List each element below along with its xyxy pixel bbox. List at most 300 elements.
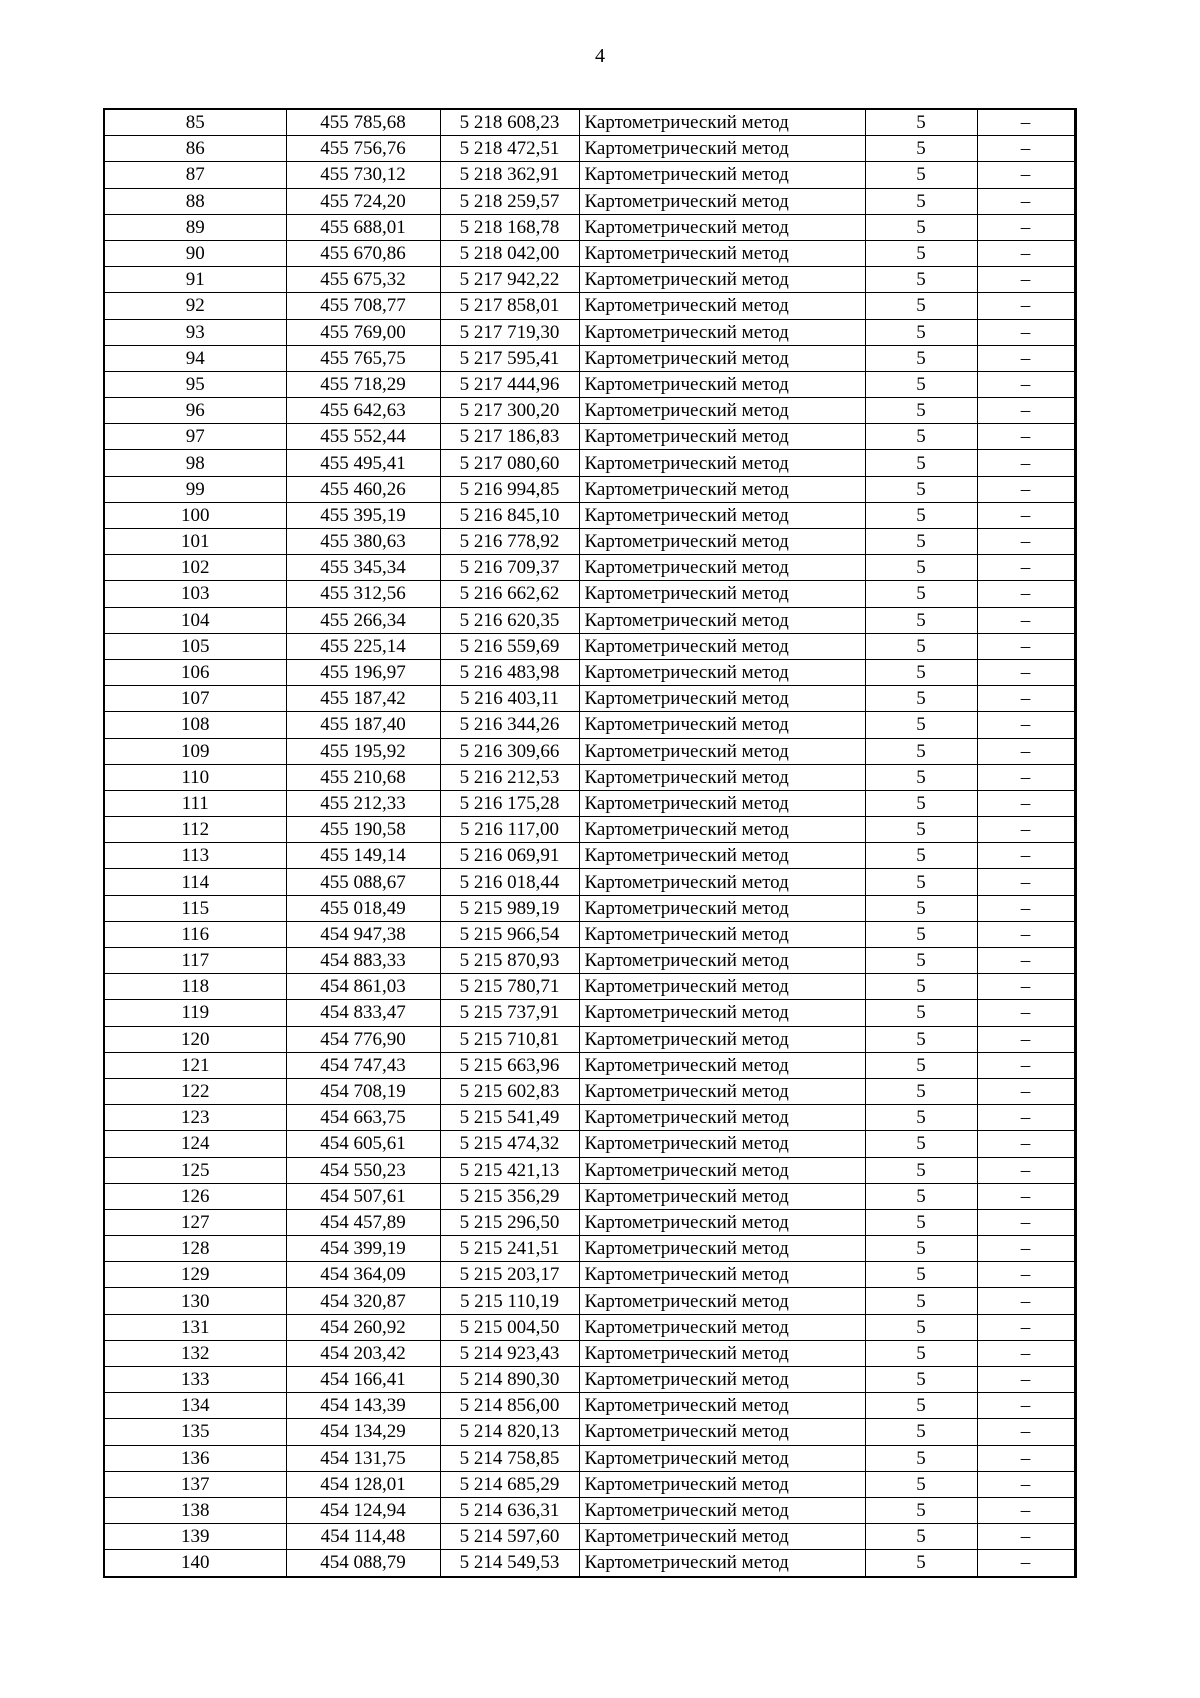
description-cell: – [977,581,1075,607]
accuracy-cell: 5 [865,267,977,293]
point-number-cell: 112 [104,817,286,843]
table-row [104,1419,1075,1445]
x-coordinate-cell: 454 457,89 [286,1209,440,1235]
method-cell: Картометрический метод [579,1471,865,1497]
method-cell: Картометрический метод [579,267,865,293]
method-cell: Картометрический метод [579,948,865,974]
description-cell: – [977,476,1075,502]
y-coordinate-cell: 5 217 080,60 [440,450,579,476]
y-coordinate-cell: 5 215 966,54 [440,921,579,947]
description-cell: – [977,1288,1075,1314]
point-number-cell: 97 [104,424,286,450]
point-number-cell: 93 [104,319,286,345]
description-cell: – [977,686,1075,712]
table-row [104,136,1075,162]
point-number-cell: 99 [104,476,286,502]
x-coordinate-cell: 454 507,61 [286,1183,440,1209]
method-cell: Картометрический метод [579,817,865,843]
x-coordinate-cell: 454 124,94 [286,1497,440,1523]
table-row [104,869,1075,895]
x-coordinate-cell: 454 166,41 [286,1367,440,1393]
table-row [104,1209,1075,1235]
y-coordinate-cell: 5 214 890,30 [440,1367,579,1393]
x-coordinate-cell: 455 312,56 [286,581,440,607]
method-cell: Картометрический метод [579,371,865,397]
x-coordinate-cell: 455 225,14 [286,633,440,659]
point-number-cell: 98 [104,450,286,476]
method-cell: Картометрический метод [579,1340,865,1366]
y-coordinate-cell: 5 217 858,01 [440,293,579,319]
x-coordinate-cell: 455 196,97 [286,659,440,685]
description-cell: – [977,948,1075,974]
accuracy-cell: 5 [865,1157,977,1183]
table-row [104,607,1075,633]
point-number-cell: 101 [104,529,286,555]
table-row [104,1078,1075,1104]
x-coordinate-cell: 454 203,42 [286,1340,440,1366]
accuracy-cell: 5 [865,398,977,424]
table-row [104,476,1075,502]
y-coordinate-cell: 5 216 994,85 [440,476,579,502]
accuracy-cell: 5 [865,869,977,895]
x-coordinate-cell: 454 399,19 [286,1236,440,1262]
accuracy-cell: 5 [865,581,977,607]
table-row [104,659,1075,685]
y-coordinate-cell: 5 216 344,26 [440,712,579,738]
y-coordinate-cell: 5 216 403,11 [440,686,579,712]
table-row [104,764,1075,790]
table-row [104,1131,1075,1157]
description-cell: – [977,607,1075,633]
method-cell: Картометрический метод [579,293,865,319]
description-cell: – [977,921,1075,947]
accuracy-cell: 5 [865,502,977,528]
x-coordinate-cell: 455 088,67 [286,869,440,895]
point-number-cell: 126 [104,1183,286,1209]
y-coordinate-cell: 5 214 923,43 [440,1340,579,1366]
accuracy-cell: 5 [865,555,977,581]
x-coordinate-cell: 455 730,12 [286,162,440,188]
description-cell: – [977,398,1075,424]
point-number-cell: 94 [104,345,286,371]
y-coordinate-cell: 5 216 559,69 [440,633,579,659]
y-coordinate-cell: 5 216 662,62 [440,581,579,607]
accuracy-cell: 5 [865,607,977,633]
y-coordinate-cell: 5 215 004,50 [440,1314,579,1340]
method-cell: Картометрический метод [579,738,865,764]
table-row [104,1550,1075,1577]
x-coordinate-cell: 454 320,87 [286,1288,440,1314]
description-cell: – [977,345,1075,371]
y-coordinate-cell: 5 216 117,00 [440,817,579,843]
y-coordinate-cell: 5 218 608,23 [440,109,579,136]
description-cell: – [977,895,1075,921]
method-cell: Картометрический метод [579,529,865,555]
method-cell: Картометрический метод [579,1393,865,1419]
y-coordinate-cell: 5 216 620,35 [440,607,579,633]
method-cell: Картометрический метод [579,974,865,1000]
description-cell: – [977,502,1075,528]
method-cell: Картометрический метод [579,581,865,607]
table-row [104,450,1075,476]
accuracy-cell: 5 [865,476,977,502]
accuracy-cell: 5 [865,1419,977,1445]
x-coordinate-cell: 454 088,79 [286,1550,440,1577]
method-cell: Картометрический метод [579,843,865,869]
y-coordinate-cell: 5 215 602,83 [440,1078,579,1104]
x-coordinate-cell: 455 345,34 [286,555,440,581]
description-cell: – [977,267,1075,293]
page-number: 4 [595,45,605,67]
point-number-cell: 128 [104,1236,286,1262]
method-cell: Картометрический метод [579,633,865,659]
point-number-cell: 90 [104,240,286,266]
accuracy-cell: 5 [865,921,977,947]
y-coordinate-cell: 5 216 709,37 [440,555,579,581]
y-coordinate-cell: 5 217 942,22 [440,267,579,293]
table-row [104,529,1075,555]
y-coordinate-cell: 5 215 296,50 [440,1209,579,1235]
accuracy-cell: 5 [865,974,977,1000]
point-number-cell: 136 [104,1445,286,1471]
accuracy-cell: 5 [865,712,977,738]
method-cell: Картометрический метод [579,240,865,266]
table-row [104,1000,1075,1026]
x-coordinate-cell: 455 769,00 [286,319,440,345]
point-number-cell: 134 [104,1393,286,1419]
method-cell: Картометрический метод [579,345,865,371]
point-number-cell: 127 [104,1209,286,1235]
accuracy-cell: 5 [865,214,977,240]
table-row [104,738,1075,764]
method-cell: Картометрический метод [579,214,865,240]
table-row [104,555,1075,581]
description-cell: – [977,1131,1075,1157]
x-coordinate-cell: 454 128,01 [286,1471,440,1497]
point-number-cell: 111 [104,790,286,816]
description-cell: – [977,555,1075,581]
description-cell: – [977,869,1075,895]
method-cell: Картометрический метод [579,921,865,947]
method-cell: Картометрический метод [579,1026,865,1052]
x-coordinate-cell: 455 380,63 [286,529,440,555]
accuracy-cell: 5 [865,162,977,188]
method-cell: Картометрический метод [579,1131,865,1157]
y-coordinate-cell: 5 216 175,28 [440,790,579,816]
x-coordinate-cell: 455 018,49 [286,895,440,921]
x-coordinate-cell: 454 260,92 [286,1314,440,1340]
table-row [104,319,1075,345]
table-row [104,712,1075,738]
method-cell: Картометрический метод [579,1209,865,1235]
description-cell: – [977,817,1075,843]
table-row [104,424,1075,450]
y-coordinate-cell: 5 215 474,32 [440,1131,579,1157]
point-number-cell: 114 [104,869,286,895]
y-coordinate-cell: 5 217 719,30 [440,319,579,345]
description-cell: – [977,1000,1075,1026]
point-number-cell: 104 [104,607,286,633]
point-number-cell: 95 [104,371,286,397]
y-coordinate-cell: 5 217 186,83 [440,424,579,450]
x-coordinate-cell: 454 883,33 [286,948,440,974]
description-cell: – [977,712,1075,738]
method-cell: Картометрический метод [579,764,865,790]
point-number-cell: 115 [104,895,286,921]
method-cell: Картометрический метод [579,1419,865,1445]
point-number-cell: 135 [104,1419,286,1445]
description-cell: – [977,1314,1075,1340]
description-cell: – [977,1157,1075,1183]
y-coordinate-cell: 5 214 820,13 [440,1419,579,1445]
description-cell: – [977,1445,1075,1471]
method-cell: Картометрический метод [579,1550,865,1577]
table-row [104,1157,1075,1183]
table-row [104,895,1075,921]
point-number-cell: 88 [104,188,286,214]
method-cell: Картометрический метод [579,686,865,712]
table-row [104,293,1075,319]
accuracy-cell: 5 [865,790,977,816]
method-cell: Картометрический метод [579,1000,865,1026]
accuracy-cell: 5 [865,895,977,921]
table-row [104,1183,1075,1209]
table-row [104,162,1075,188]
table-row [104,1288,1075,1314]
description-cell: – [977,188,1075,214]
y-coordinate-cell: 5 218 259,57 [440,188,579,214]
x-coordinate-cell: 455 187,42 [286,686,440,712]
accuracy-cell: 5 [865,319,977,345]
table-row [104,1262,1075,1288]
table-row [104,345,1075,371]
method-cell: Картометрический метод [579,188,865,214]
table-row [104,581,1075,607]
accuracy-cell: 5 [865,1471,977,1497]
y-coordinate-cell: 5 215 203,17 [440,1262,579,1288]
point-number-cell: 119 [104,1000,286,1026]
accuracy-cell: 5 [865,1078,977,1104]
method-cell: Картометрический метод [579,1288,865,1314]
description-cell: – [977,764,1075,790]
x-coordinate-cell: 455 708,77 [286,293,440,319]
table-row [104,502,1075,528]
table-row [104,974,1075,1000]
x-coordinate-cell: 455 190,58 [286,817,440,843]
accuracy-cell: 5 [865,1052,977,1078]
y-coordinate-cell: 5 216 212,53 [440,764,579,790]
table-row [104,109,1075,136]
point-number-cell: 123 [104,1105,286,1131]
point-number-cell: 113 [104,843,286,869]
y-coordinate-cell: 5 215 421,13 [440,1157,579,1183]
point-number-cell: 103 [104,581,286,607]
x-coordinate-cell: 455 149,14 [286,843,440,869]
method-cell: Картометрический метод [579,1183,865,1209]
point-number-cell: 106 [104,659,286,685]
point-number-cell: 137 [104,1471,286,1497]
accuracy-cell: 5 [865,1183,977,1209]
point-number-cell: 110 [104,764,286,790]
accuracy-cell: 5 [865,686,977,712]
accuracy-cell: 5 [865,371,977,397]
table-row [104,790,1075,816]
y-coordinate-cell: 5 215 780,71 [440,974,579,1000]
table-row [104,686,1075,712]
method-cell: Картометрический метод [579,1367,865,1393]
accuracy-cell: 5 [865,1000,977,1026]
accuracy-cell: 5 [865,1524,977,1550]
accuracy-cell: 5 [865,1131,977,1157]
point-number-cell: 118 [104,974,286,1000]
accuracy-cell: 5 [865,1288,977,1314]
accuracy-cell: 5 [865,1262,977,1288]
x-coordinate-cell: 455 552,44 [286,424,440,450]
method-cell: Картометрический метод [579,502,865,528]
point-number-cell: 107 [104,686,286,712]
description-cell: – [977,843,1075,869]
y-coordinate-cell: 5 214 758,85 [440,1445,579,1471]
table-row [104,214,1075,240]
x-coordinate-cell: 455 460,26 [286,476,440,502]
table-row [104,371,1075,397]
method-cell: Картометрический метод [579,1078,865,1104]
description-cell: – [977,738,1075,764]
method-cell: Картометрический метод [579,790,865,816]
coordinates-table [103,108,1077,1578]
description-cell: – [977,162,1075,188]
accuracy-cell: 5 [865,738,977,764]
description-cell: – [977,319,1075,345]
method-cell: Картометрический метод [579,869,865,895]
point-number-cell: 125 [104,1157,286,1183]
table-row [104,240,1075,266]
table-row [104,1471,1075,1497]
description-cell: – [977,109,1075,136]
y-coordinate-cell: 5 214 636,31 [440,1497,579,1523]
y-coordinate-cell: 5 214 685,29 [440,1471,579,1497]
description-cell: – [977,240,1075,266]
table-row [104,1367,1075,1393]
x-coordinate-cell: 455 765,75 [286,345,440,371]
point-number-cell: 117 [104,948,286,974]
description-cell: – [977,529,1075,555]
y-coordinate-cell: 5 215 989,19 [440,895,579,921]
x-coordinate-cell: 454 364,09 [286,1262,440,1288]
accuracy-cell: 5 [865,529,977,555]
description-cell: – [977,974,1075,1000]
y-coordinate-cell: 5 214 549,53 [440,1550,579,1577]
description-cell: – [977,214,1075,240]
description-cell: – [977,1550,1075,1577]
x-coordinate-cell: 455 395,19 [286,502,440,528]
point-number-cell: 92 [104,293,286,319]
x-coordinate-cell: 454 747,43 [286,1052,440,1078]
point-number-cell: 108 [104,712,286,738]
accuracy-cell: 5 [865,293,977,319]
point-number-cell: 120 [104,1026,286,1052]
y-coordinate-cell: 5 215 356,29 [440,1183,579,1209]
x-coordinate-cell: 455 756,76 [286,136,440,162]
y-coordinate-cell: 5 217 444,96 [440,371,579,397]
method-cell: Картометрический метод [579,1157,865,1183]
point-number-cell: 132 [104,1340,286,1366]
method-cell: Картометрический метод [579,136,865,162]
x-coordinate-cell: 455 212,33 [286,790,440,816]
point-number-cell: 85 [104,109,286,136]
point-number-cell: 96 [104,398,286,424]
accuracy-cell: 5 [865,1445,977,1471]
method-cell: Картометрический метод [579,1236,865,1262]
accuracy-cell: 5 [865,424,977,450]
y-coordinate-cell: 5 215 870,93 [440,948,579,974]
x-coordinate-cell: 454 131,75 [286,1445,440,1471]
method-cell: Картометрический метод [579,1262,865,1288]
coordinates-table-body [104,109,1075,1577]
point-number-cell: 105 [104,633,286,659]
accuracy-cell: 5 [865,659,977,685]
description-cell: – [977,1524,1075,1550]
point-number-cell: 131 [104,1314,286,1340]
description-cell: – [977,136,1075,162]
method-cell: Картометрический метод [579,162,865,188]
accuracy-cell: 5 [865,1314,977,1340]
y-coordinate-cell: 5 218 168,78 [440,214,579,240]
method-cell: Картометрический метод [579,607,865,633]
y-coordinate-cell: 5 215 737,91 [440,1000,579,1026]
method-cell: Картометрический метод [579,450,865,476]
method-cell: Картометрический метод [579,398,865,424]
method-cell: Картометрический метод [579,1497,865,1523]
point-number-cell: 129 [104,1262,286,1288]
method-cell: Картометрический метод [579,659,865,685]
point-number-cell: 139 [104,1524,286,1550]
description-cell: – [977,1340,1075,1366]
x-coordinate-cell: 454 114,48 [286,1524,440,1550]
accuracy-cell: 5 [865,1026,977,1052]
table-row [104,1445,1075,1471]
point-number-cell: 100 [104,502,286,528]
description-cell: – [977,424,1075,450]
x-coordinate-cell: 454 776,90 [286,1026,440,1052]
y-coordinate-cell: 5 216 309,66 [440,738,579,764]
method-cell: Картометрический метод [579,1052,865,1078]
description-cell: – [977,1052,1075,1078]
table-row [104,1524,1075,1550]
table-row [104,633,1075,659]
point-number-cell: 133 [104,1367,286,1393]
table-row [104,1026,1075,1052]
table-row [104,921,1075,947]
description-cell: – [977,1393,1075,1419]
method-cell: Картометрический метод [579,1524,865,1550]
table-row [104,188,1075,214]
description-cell: – [977,293,1075,319]
table-row [104,948,1075,974]
table-row [104,398,1075,424]
method-cell: Картометрический метод [579,1314,865,1340]
description-cell: – [977,633,1075,659]
table-row [104,1052,1075,1078]
accuracy-cell: 5 [865,1340,977,1366]
x-coordinate-cell: 455 642,63 [286,398,440,424]
description-cell: – [977,1236,1075,1262]
y-coordinate-cell: 5 216 483,98 [440,659,579,685]
description-cell: – [977,1262,1075,1288]
x-coordinate-cell: 455 688,01 [286,214,440,240]
table-row [104,817,1075,843]
x-coordinate-cell: 454 605,61 [286,1131,440,1157]
